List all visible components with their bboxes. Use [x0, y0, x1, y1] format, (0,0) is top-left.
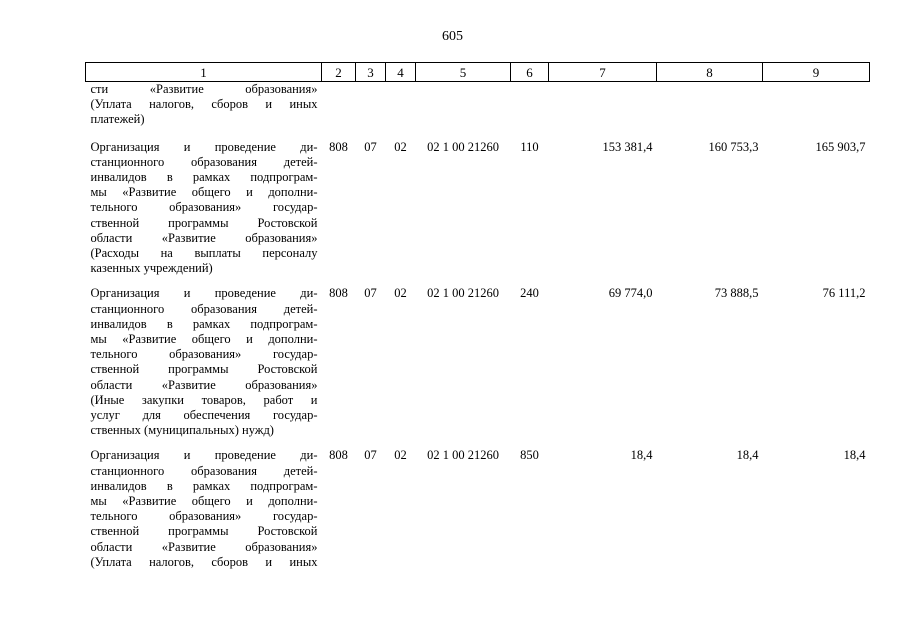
description-line: станционного образования детей-	[90, 154, 318, 169]
description-line: услуг для обеспечения государ-	[90, 408, 318, 423]
continuation-description	[86, 82, 322, 136]
amount-col-8: 18,4	[736, 448, 759, 463]
header-col-5: 5	[416, 63, 511, 82]
header-col-1: 1	[86, 63, 322, 82]
description-line: области «Развитие образования»	[90, 230, 318, 245]
description-line: ственной программы Ростовской	[90, 524, 318, 539]
description-line: ственных (муниципальных) нужд)	[90, 423, 274, 438]
section-code: 07	[364, 448, 377, 463]
section-code: 07	[364, 286, 377, 301]
description-line: мы «Развитие общего и дополни-	[90, 494, 318, 509]
row-description	[86, 136, 322, 283]
continuation-row	[86, 82, 870, 136]
description-line: ственной программы Ростовской	[90, 362, 318, 377]
description-line: станционного образования детей-	[90, 301, 318, 316]
header-row	[86, 63, 870, 82]
section-code: 07	[364, 139, 377, 154]
expense-type-code: 850	[520, 448, 539, 463]
table-row	[86, 282, 870, 444]
amount-col-8: 73 888,5	[714, 286, 759, 301]
row-description	[86, 282, 322, 444]
amount-col-7: 18,4	[630, 448, 653, 463]
amount-col-9: 18,4	[843, 448, 866, 463]
description-line: сти «Развитие образования»	[90, 82, 318, 96]
target-article-code: 02 1 00 21260	[427, 139, 499, 154]
description-line: тельного образования» государ-	[90, 200, 318, 215]
description-line: области «Развитие образования»	[90, 539, 318, 554]
description-line: тельного образования» государ-	[90, 509, 318, 524]
page-number: 605	[442, 29, 463, 44]
description-line: (Уплата налогов, сборов и иных	[90, 554, 318, 569]
amount-col-9: 165 903,7	[815, 139, 866, 154]
target-article-code: 02 1 00 21260	[427, 448, 499, 463]
description-line: мы «Развитие общего и дополни-	[90, 332, 318, 347]
description-line: Организация и проведение ди-	[90, 286, 318, 301]
description-line: тельного образования» государ-	[90, 347, 318, 362]
header-col-4: 4	[386, 63, 416, 82]
row-description	[86, 444, 322, 576]
ministry-code: 808	[329, 139, 348, 154]
table-row	[86, 136, 870, 283]
description-line: мы «Развитие общего и дополни-	[90, 185, 318, 200]
description-line: (Уплата налогов, сборов и иных	[90, 97, 318, 112]
amount-col-9: 76 111,2	[822, 286, 866, 301]
description-line: казенных учреждений)	[90, 261, 213, 276]
subsection-code: 02	[394, 448, 407, 463]
ministry-code: 808	[329, 448, 348, 463]
description-line: (Расходы на выплаты персоналу	[90, 246, 318, 261]
description-line: инвалидов в рамках подпрограм-	[90, 478, 318, 493]
amount-col-8: 160 753,3	[708, 139, 759, 154]
amount-col-7: 153 381,4	[602, 139, 653, 154]
header-col-7: 7	[549, 63, 657, 82]
ministry-code: 808	[329, 286, 348, 301]
subsection-code: 02	[394, 139, 407, 154]
subsection-code: 02	[394, 286, 407, 301]
description-line: Организация и проведение ди-	[90, 448, 318, 463]
expense-type-code: 110	[520, 139, 539, 154]
header-col-3: 3	[356, 63, 386, 82]
description-line: ственной программы Ростовской	[90, 215, 318, 230]
target-article-code: 02 1 00 21260	[427, 286, 499, 301]
expense-type-code: 240	[520, 286, 539, 301]
description-line: платежей)	[90, 112, 145, 127]
description-line: (Иные закупки товаров, работ и	[90, 392, 318, 407]
table-row	[86, 444, 870, 576]
header-col-2: 2	[322, 63, 356, 82]
description-line: станционного образования детей-	[90, 463, 318, 478]
description-line: Организация и проведение ди-	[90, 139, 318, 154]
budget-table	[85, 62, 870, 576]
description-line: области «Развитие образования»	[90, 377, 318, 392]
description-line: инвалидов в рамках подпрограм-	[90, 316, 318, 331]
header-col-6: 6	[511, 63, 549, 82]
header-col-9: 9	[763, 63, 870, 82]
header-col-8: 8	[657, 63, 763, 82]
description-line: инвалидов в рамках подпрограм-	[90, 170, 318, 185]
amount-col-7: 69 774,0	[608, 286, 653, 301]
